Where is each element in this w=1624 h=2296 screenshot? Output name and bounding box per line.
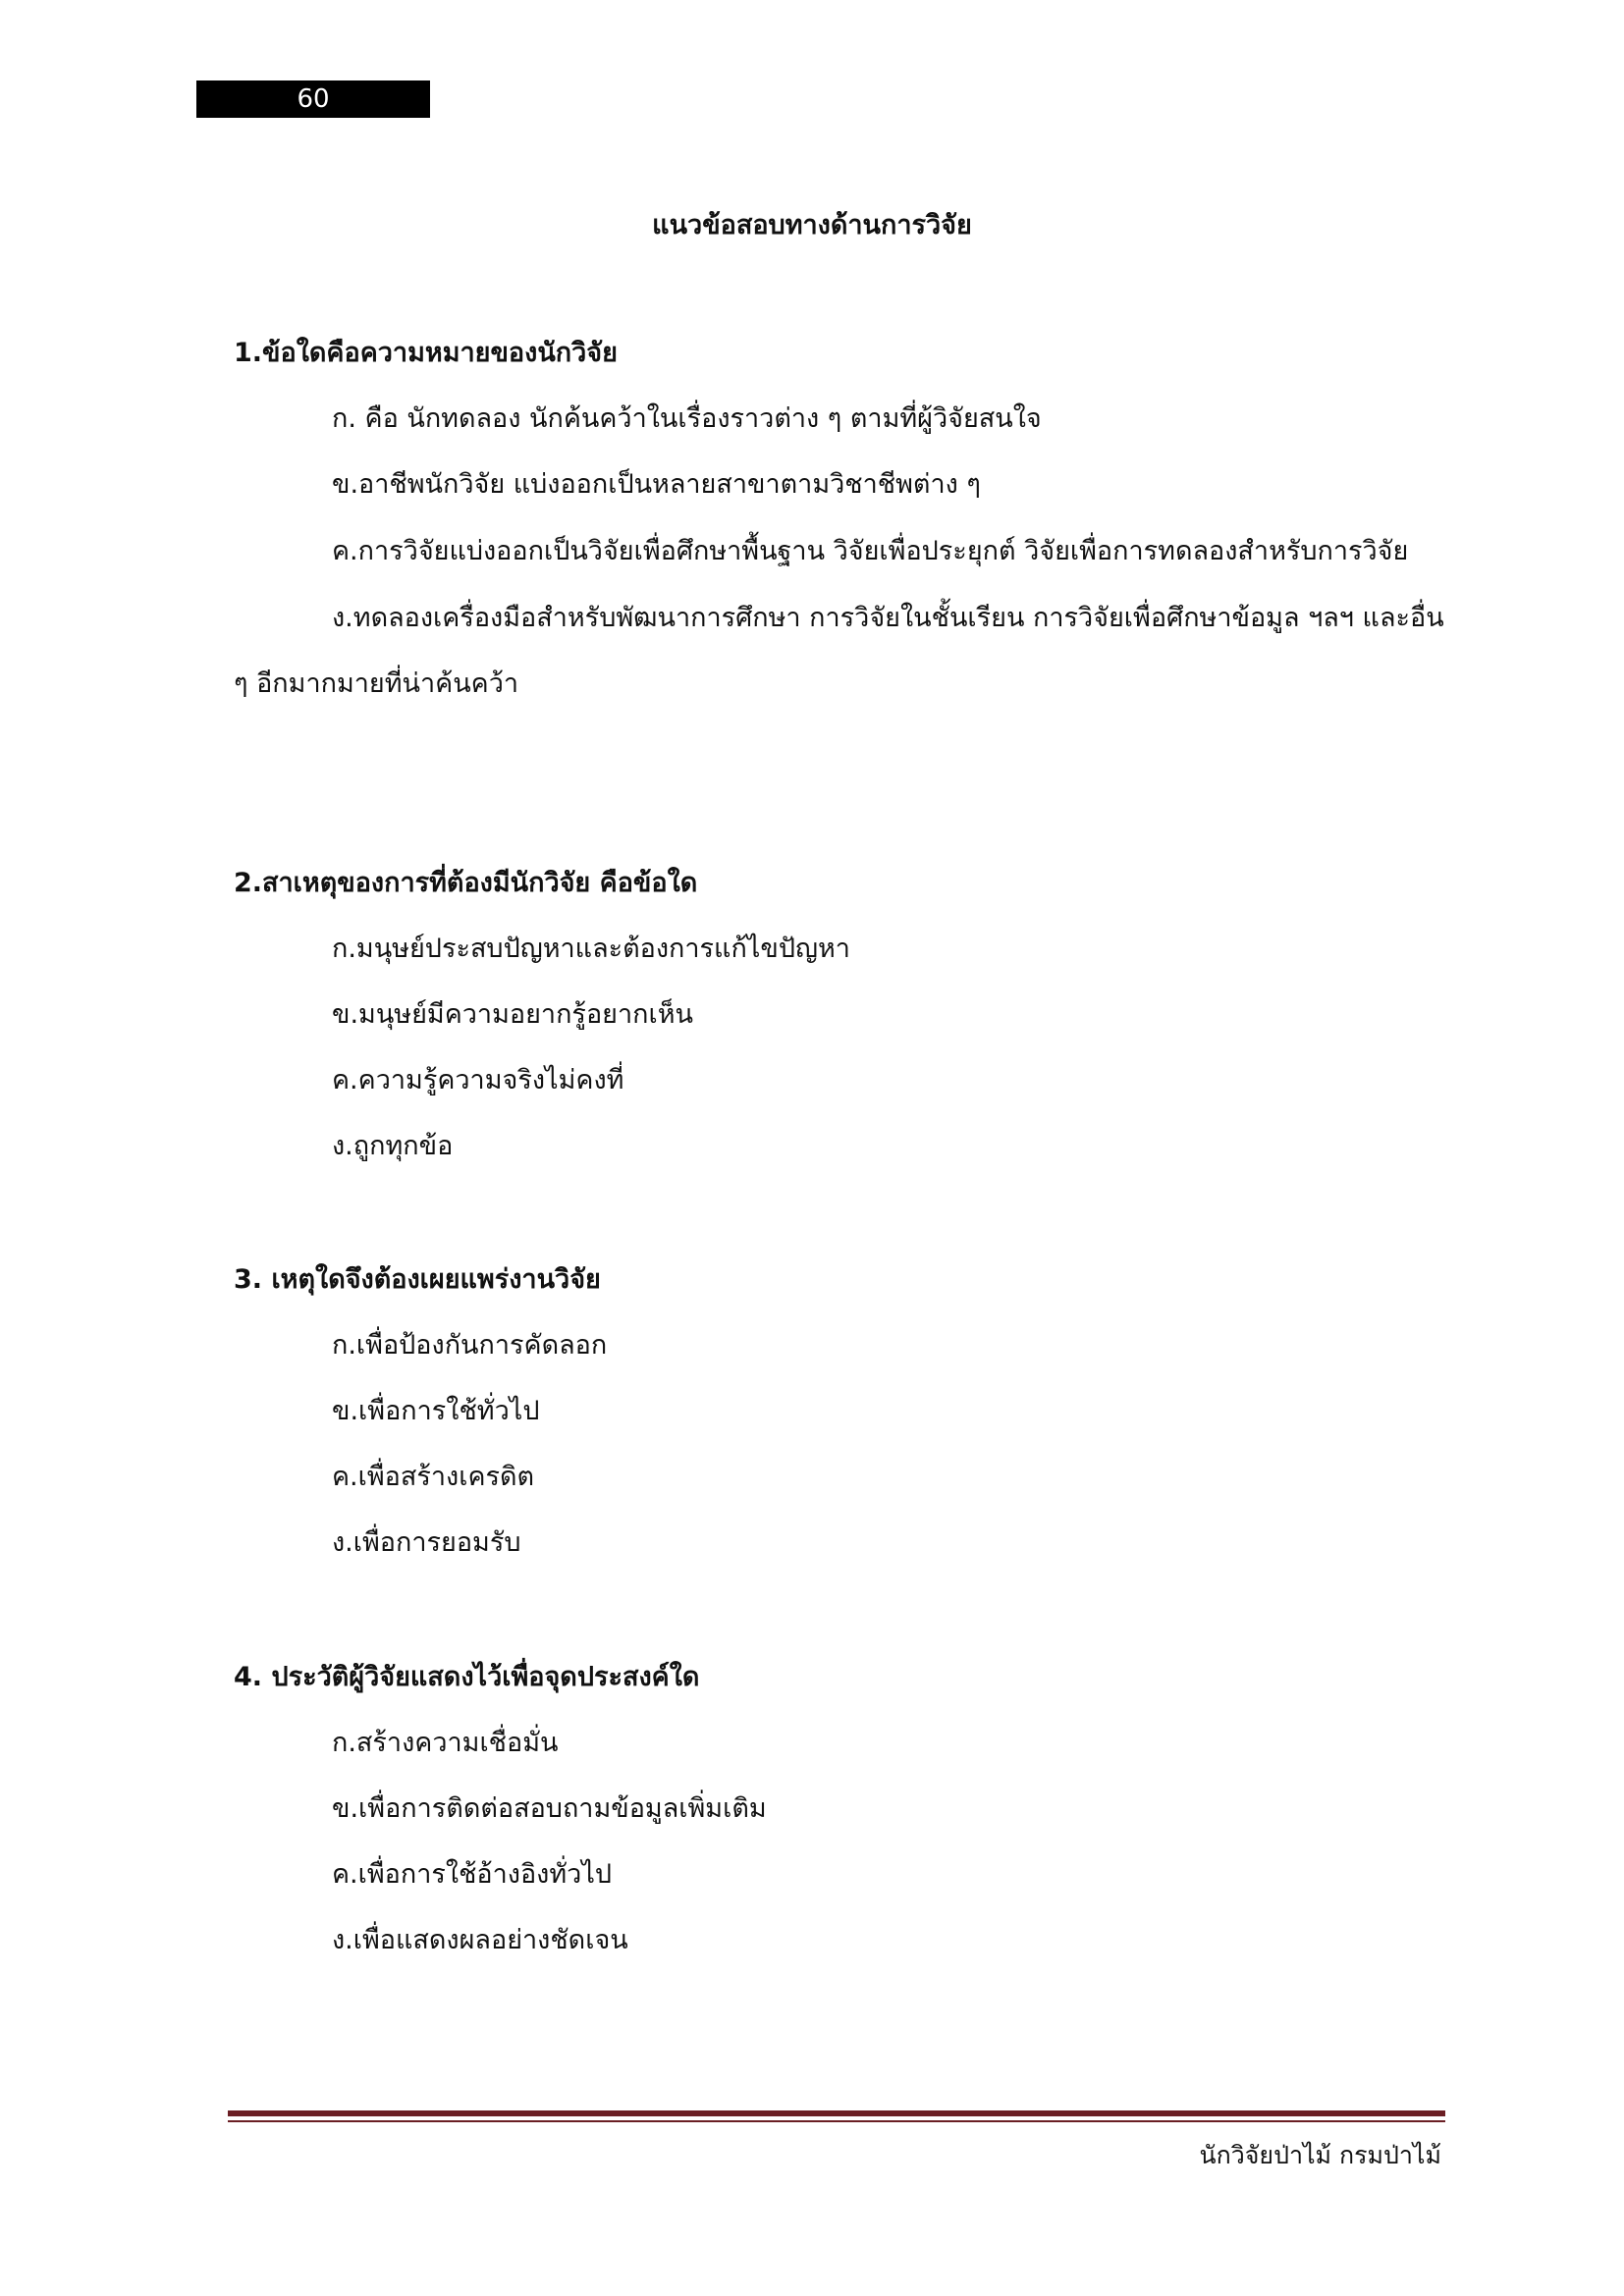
question-1-option-b: ข.อาชีพนักวิจัย แบ่งออกเป็นหลายสาขาตามวิชาชีพต่าง ๆ [332, 469, 981, 500]
question-3 [234, 1260, 1461, 1589]
question-3-option-d: ง.เพื่อการยอมรับ [332, 1527, 521, 1558]
question-3-title: 3. เหตุใดจึงต้องเผยแพร่งานวิจัย [234, 1264, 601, 1295]
footer-rule-thick [228, 2110, 1445, 2116]
question-3-option-a: ก.เพื่อป้องกันการคัดลอก [332, 1330, 608, 1361]
question-3-option-c: ค.เพื่อสร้างเครดิต [332, 1462, 535, 1492]
question-1-option-d: ง.ทดลองเครื่องมือสำหรับพัฒนาการศึกษา การวิจัยในชั้นเรียน การวิจัยเพื่อศึกษาข้อมูล ฯลฯ และอื่น ๆ อีกมากมายที่น่าค้นคว้า [234, 603, 1444, 699]
footer-rule-thin [228, 2120, 1445, 2122]
question-2 [234, 864, 1461, 1193]
question-1-title: 1.ข้อใดคือความหมายของนักวิจัย [234, 338, 618, 368]
question-1-option-a: ก. คือ นักทดลอง นักค้นคว้าในเรื่องราวต่าง ๆ ตามที่ผู้วิจัยสนใจ [332, 403, 1042, 434]
question-2-option-c: ค.ความรู้ความจริงไม่คงที่ [332, 1065, 624, 1095]
footer-text: นักวิจัยป่าไม้ กรมป่าไม้ [1199, 2141, 1441, 2169]
question-3-option-b: ข.เพื่อการใช้ทั่วไป [332, 1396, 540, 1426]
question-4-option-a: ก.สร้างความเชื่อมั่น [332, 1728, 559, 1758]
document-title: แนวข้อสอบทางด้านการวิจัย [652, 210, 972, 240]
page-number-bar [196, 80, 430, 118]
question-4 [234, 1658, 1461, 1987]
question-2-option-a: ก.มนุษย์ประสบปัญหาและต้องการแก้ไขปัญหา [332, 934, 850, 964]
question-2-option-d: ง.ถูกทุกข้อ [332, 1131, 454, 1161]
question-4-option-c: ค.เพื่อการใช้อ้างอิงทั่วไป [332, 1859, 613, 1890]
question-4-title: 4. ประวัติผู้วิจัยแสดงไว้เพื่อจุดประสงค์ใด [234, 1662, 700, 1692]
question-2-option-b: ข.มนุษย์มีความอยากรู้อยากเห็น [332, 999, 693, 1030]
question-4-option-d: ง.เพื่อแสดงผลอย่างชัดเจน [332, 1925, 628, 1955]
question-1 [234, 334, 1461, 730]
page-number: 60 [297, 84, 330, 114]
question-4-option-b: ข.เพื่อการติดต่อสอบถามข้อมูลเพิ่มเติม [332, 1793, 767, 1824]
question-1-option-c: ค.การวิจัยแบ่งออกเป็นวิจัยเพื่อศึกษาพื้นฐาน วิจัยเพื่อประยุกต์ วิจัยเพื่อการทดลองสำหรับการวิจัย [332, 536, 1409, 566]
question-2-title: 2.สาเหตุของการที่ต้องมีนักวิจัย คือข้อใด [234, 868, 698, 898]
